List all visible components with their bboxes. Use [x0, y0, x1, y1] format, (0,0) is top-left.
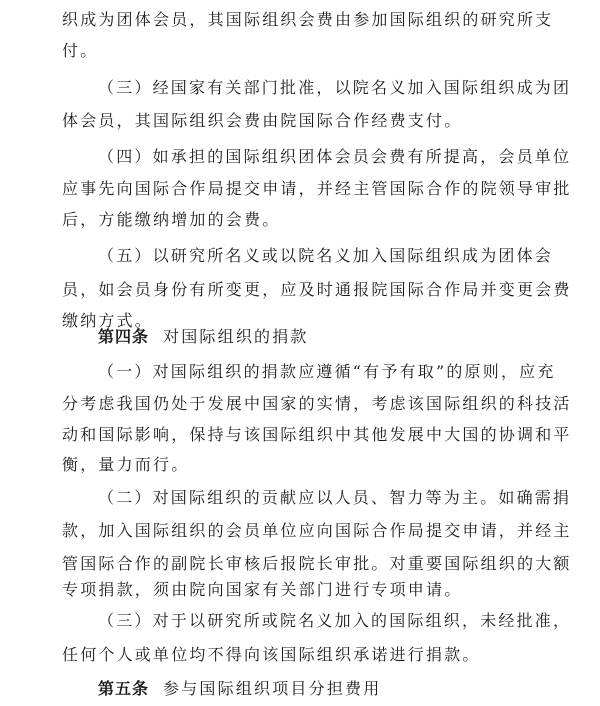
- text-line: （一）对国际组织的捐款应遵循“有予有取”的原则，应充: [98, 362, 556, 381]
- text-line: （二）对国际组织的贡献应以人员、智力等为主。如确需捐: [98, 488, 572, 507]
- text-line: 专项捐款，须由院向国家有关部门进行专项申请。: [62, 580, 463, 599]
- text-line: 缴纳方式。: [62, 311, 154, 330]
- text-line: 管国际合作的副院长审核后报院长审批。对重要国际组织的大额: [62, 554, 572, 573]
- text-line: 织成为团体会员，其国际组织会费由参加国际组织的研究所支: [62, 10, 554, 29]
- text-line: 后，方能缴纳增加的会费。: [62, 210, 281, 229]
- text-line: （五）以研究所名义或以院名义加入国际组织成为团体会: [98, 246, 554, 265]
- article-number: 第四条: [98, 327, 150, 346]
- text-line: 分考虑我国仍处于发展中国家的实情，考虑该国际组织的科技活: [62, 394, 572, 413]
- text-line: 衡，量力而行。: [62, 455, 190, 474]
- text-line: 动和国际影响，保持与该国际组织中其他发展中大国的协调和平: [62, 425, 572, 444]
- text-line: 付。: [62, 41, 99, 60]
- text-line: 任何个人或单位均不得向该国际组织承诺进行捐款。: [62, 645, 481, 664]
- text-line: （三）对于以研究所或院名义加入的国际组织，未经批准，: [98, 611, 572, 630]
- article-heading: [98, 327, 309, 347]
- text-line: （三）经国家有关部门批准，以院名义加入国际组织成为团: [98, 78, 572, 97]
- article-title: 参与国际组织项目分担费用: [163, 679, 382, 698]
- article-number: 第五条: [98, 679, 150, 698]
- article-title: 对国际组织的捐款: [163, 327, 309, 346]
- text-line: （四）如承担的国际组织团体会员会费有所提高，会员单位: [98, 147, 572, 166]
- text-line: 员，如会员身份有所变更，应及时通报院国际合作局并变更会费: [62, 280, 572, 299]
- text-line: 款，加入国际组织的会员单位应向国际合作局提交申请，并经主: [62, 521, 572, 540]
- text-line: 应事先向国际合作局提交申请，并经主管国际合作的院领导审批: [62, 179, 572, 198]
- article-heading: [98, 679, 381, 699]
- text-line: 体会员，其国际组织会费由院国际合作经费支付。: [62, 111, 463, 130]
